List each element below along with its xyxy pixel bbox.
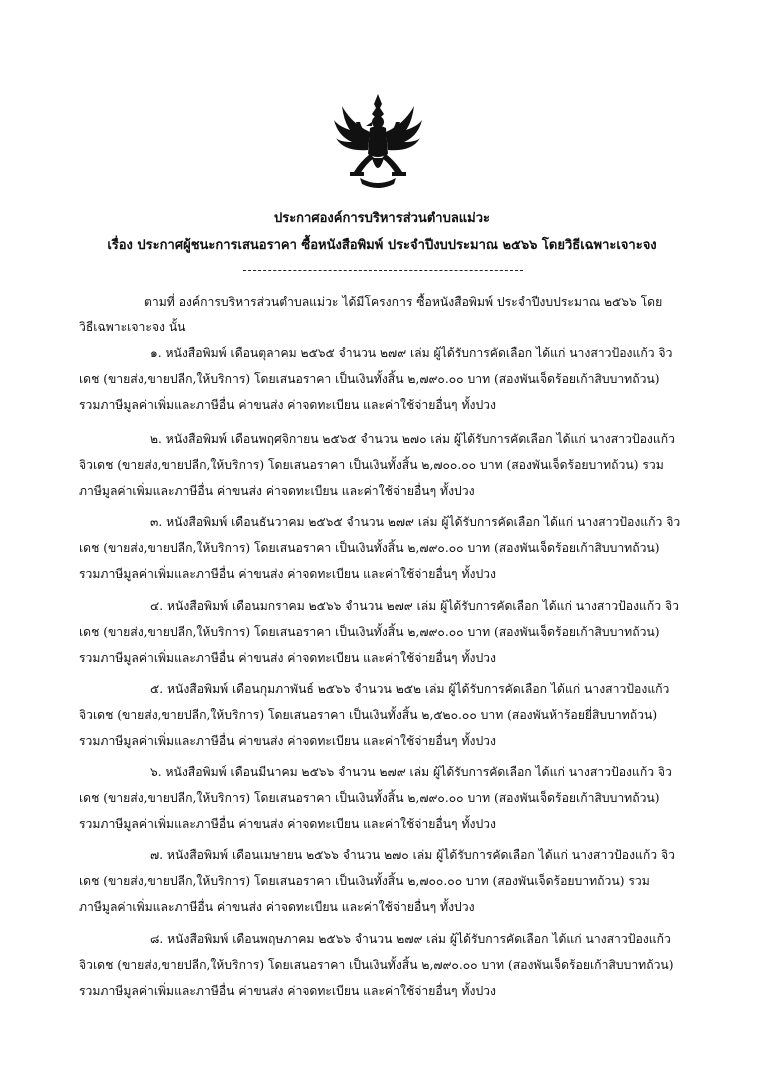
item-line: รวมภาษีมูลค่าเพิ่มและภาษีอื่น ค่าขนส่ง ค่าจดทะเบียน และค่าใช้จ่ายอื่นๆ ทั้งปวง xyxy=(79,398,496,412)
item-line: จิวเดช (ขายส่ง,ขายปลีก,ให้บริการ) โดยเสนอราคา เป็นเงินทั้งสิ้น ๒,๗๐๐.๐๐ บาท (สองพันเจ็ดร้อยบาทถ้วน) รวม xyxy=(79,458,664,472)
garuda-emblem-icon xyxy=(330,92,426,192)
document-subject: เรื่อง ประกาศผู้ชนะการเสนอราคา ซื้อหนังสือพิมพ์ ประจำปีงบประมาณ ๒๕๖๖ โดยวิธีเฉพาะเจาะจง xyxy=(107,238,657,253)
item-line: เดช (ขายส่ง,ขายปลีก,ให้บริการ) โดยเสนอราคา เป็นเงินทั้งสิ้น ๒,๗๙๐.๐๐ บาท (สองพันเจ็ดร้อยเก้าสิบบาทถ้วน) xyxy=(79,541,660,555)
item-line: ๖. หนังสือพิมพ์ เดือนมีนาคม ๒๕๖๖ จำนวน ๒๗๙ เล่ม ผู้ได้รับการคัดเลือก ได้แก่ นางสาวป้องแก้ว จิว xyxy=(150,765,672,779)
item-line: ๕. หนังสือพิมพ์ เดือนกุมภาพันธ์ ๒๕๖๖ จำนวน ๒๕๒ เล่ม ผู้ได้รับการคัดเลือก ได้แก่ นางสาวป้องแก้ว xyxy=(150,682,670,696)
intro-line: วิธีเฉพาะเจาะจง นั้น xyxy=(79,320,186,334)
item-line: เดช (ขายส่ง,ขายปลีก,ให้บริการ) โดยเสนอราคา เป็นเงินทั้งสิ้น ๒,๗๙๐.๐๐ บาท (สองพันเจ็ดร้อยเก้าสิบบาทถ้วน) xyxy=(79,372,660,386)
item-line: ๗. หนังสือพิมพ์ เดือนเมษายน ๒๕๖๖ จำนวน ๒๗๐ เล่ม ผู้ได้รับการคัดเลือก ได้แก่ นางสาวป้องแก้ว จิว xyxy=(150,848,675,862)
item-line: รวมภาษีมูลค่าเพิ่มและภาษีอื่น ค่าขนส่ง ค่าจดทะเบียน และค่าใช้จ่ายอื่นๆ ทั้งปวง xyxy=(79,817,496,831)
item-line: ภาษีมูลค่าเพิ่มและภาษีอื่น ค่าขนส่ง ค่าจดทะเบียน และค่าใช้จ่ายอื่นๆ ทั้งปวง xyxy=(79,900,475,914)
document-title: ประกาศองค์การบริหารส่วนตำบลแม่วะ xyxy=(273,211,491,226)
item-line: รวมภาษีมูลค่าเพิ่มและภาษีอื่น ค่าขนส่ง ค่าจดทะเบียน และค่าใช้จ่ายอื่นๆ ทั้งปวง xyxy=(79,984,496,998)
item-line: จิวเดช (ขายส่ง,ขายปลีก,ให้บริการ) โดยเสนอราคา เป็นเงินทั้งสิ้น ๒,๗๙๐.๐๐ บาท (สองพันเจ็ดร้อยเก้าสิบบาทถ้วน) xyxy=(79,958,674,972)
item-line: ภาษีมูลค่าเพิ่มและภาษีอื่น ค่าขนส่ง ค่าจดทะเบียน และค่าใช้จ่ายอื่นๆ ทั้งปวง xyxy=(79,484,475,498)
item-line: รวมภาษีมูลค่าเพิ่มและภาษีอื่น ค่าขนส่ง ค่าจดทะเบียน และค่าใช้จ่ายอื่นๆ ทั้งปวง xyxy=(79,734,496,748)
divider xyxy=(243,270,523,271)
item-line: ๑. หนังสือพิมพ์ เดือนตุลาคม ๒๕๖๕ จำนวน ๒๗๙ เล่ม ผู้ได้รับการคัดเลือก ได้แก่ นางสาวป้องแก้ว จิว xyxy=(150,346,673,360)
item-line: เดช (ขายส่ง,ขายปลีก,ให้บริการ) โดยเสนอราคา เป็นเงินทั้งสิ้น ๒,๗๐๐.๐๐ บาท (สองพันเจ็ดร้อยบาทถ้วน) รวม xyxy=(79,874,650,888)
item-line: เดช (ขายส่ง,ขายปลีก,ให้บริการ) โดยเสนอราคา เป็นเงินทั้งสิ้น ๒,๗๙๐.๐๐ บาท (สองพันเจ็ดร้อยเก้าสิบบาทถ้วน) xyxy=(79,791,660,805)
item-line: ๔. หนังสือพิมพ์ เดือนมกราคม ๒๕๖๖ จำนวน ๒๗๙ เล่ม ผู้ได้รับการคัดเลือก ได้แก่ นางสาวป้องแก้ว จิว xyxy=(150,599,679,613)
item-line: รวมภาษีมูลค่าเพิ่มและภาษีอื่น ค่าขนส่ง ค่าจดทะเบียน และค่าใช้จ่ายอื่นๆ ทั้งปวง xyxy=(79,567,496,581)
item-line: รวมภาษีมูลค่าเพิ่มและภาษีอื่น ค่าขนส่ง ค่าจดทะเบียน และค่าใช้จ่ายอื่นๆ ทั้งปวง xyxy=(79,651,496,665)
intro-line: ตามที่ องค์การบริหารส่วนตำบลแม่วะ ได้มีโครงการ ซื้อหนังสือพิมพ์ ประจำปีงบประมาณ ๒๕๖๖ โดย xyxy=(144,295,663,309)
item-line: ๒. หนังสือพิมพ์ เดือนพฤศจิกายน ๒๕๖๕ จำนวน ๒๗๐ เล่ม ผู้ได้รับการคัดเลือก ได้แก่ นางสาวป้องแก้ว xyxy=(150,432,675,446)
item-line: จิวเดช (ขายส่ง,ขายปลีก,ให้บริการ) โดยเสนอราคา เป็นเงินทั้งสิ้น ๒,๕๒๐.๐๐ บาท (สองพันห้าร้อยยี่สิบบาทถ้วน) xyxy=(79,708,658,722)
item-line: ๓. หนังสือพิมพ์ เดือนธันวาคม ๒๕๖๕ จำนวน ๒๗๙ เล่ม ผู้ได้รับการคัดเลือก ได้แก่ นางสาวป้องแก้ว จิว xyxy=(150,515,681,529)
item-line: เดช (ขายส่ง,ขายปลีก,ให้บริการ) โดยเสนอราคา เป็นเงินทั้งสิ้น ๒,๗๙๐.๐๐ บาท (สองพันเจ็ดร้อยเก้าสิบบาทถ้วน) xyxy=(79,625,660,639)
item-line: ๘. หนังสือพิมพ์ เดือนพฤษภาคม ๒๕๖๖ จำนวน ๒๗๙ เล่ม ผู้ได้รับการคัดเลือก ได้แก่ นางสาวป้องแก้ว xyxy=(150,932,671,946)
